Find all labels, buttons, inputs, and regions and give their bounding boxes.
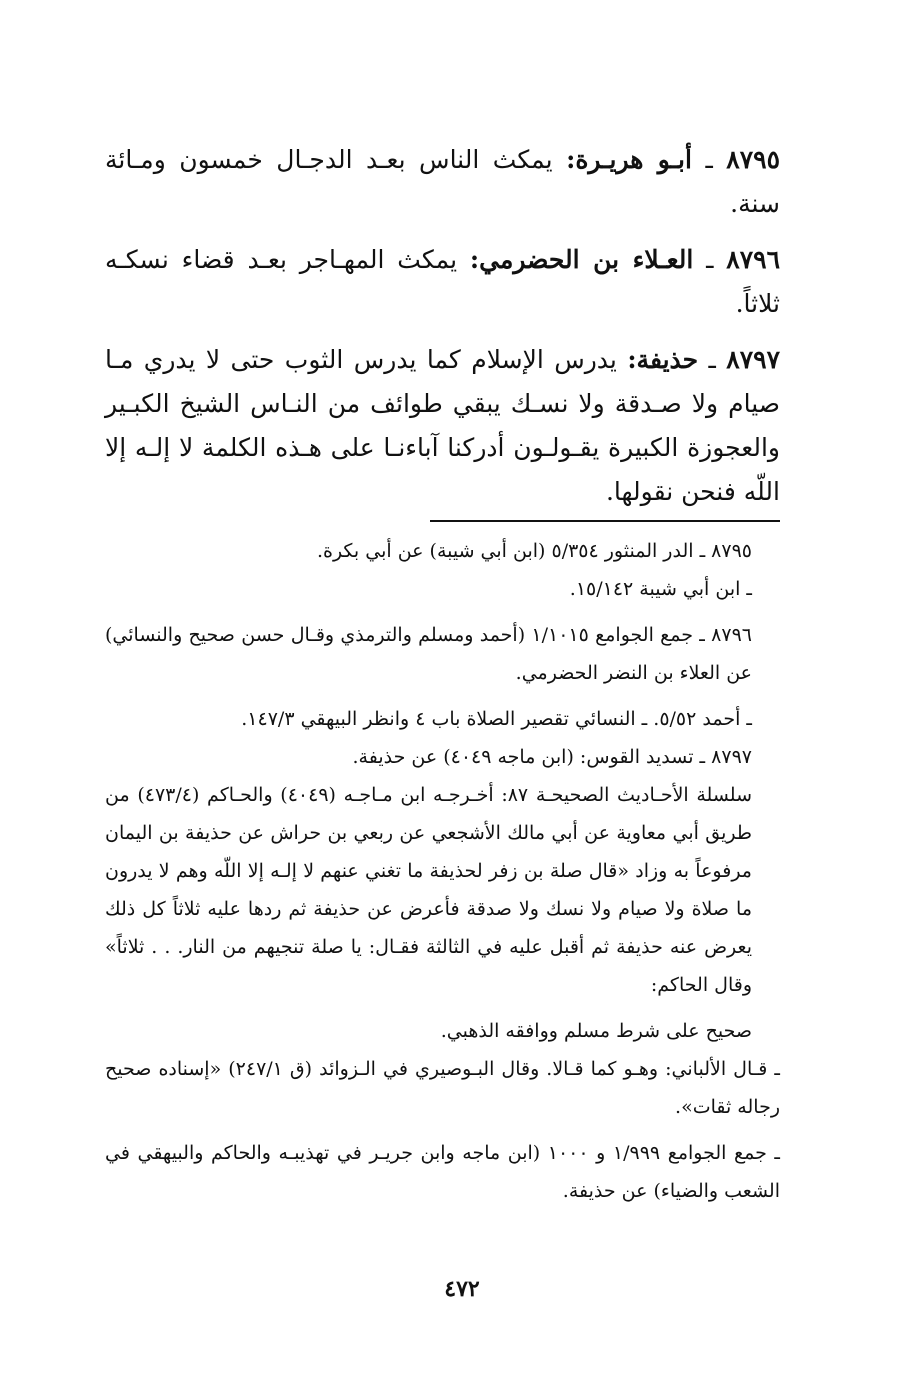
entry-narrator: العـلاء بن الحضرمي: — [469, 245, 694, 274]
footnote: ـ ابن أبي شيبة ١٥/١٤٢. — [569, 578, 752, 600]
footnote: صحيح على شرط مسلم ووافقه الذهبي. — [440, 1020, 752, 1042]
footnote: ـ جمع الجوامع ١/٩٩٩ و ١٠٠٠ (ابن ماجه وابن جريـر في تهذيبـه والحاكم والبيهقي في الشعب والضياء) عن حذيفة. — [105, 1142, 780, 1202]
footnote: ٨٧٩٦ ـ جمع الجوامع ١/١٠١٥ (أحمد ومسلم والترمذي وقـال حسن صحيح والنسائي) عن العلاء بن النضر الحضرمي. — [105, 624, 752, 684]
entry-number: ٨٧٩٥ — [726, 145, 781, 174]
entry-text: يمكث الناس بعـد الدجـال خمسون ومـائة سنة. — [105, 145, 780, 218]
entry-8797: ٨٧٩٧ ـ حذيفة: يدرس الإسلام كما يدرس الثوب حتى لا يدري مـا صيام ولا صـدقة ولا نسـك يبقي طوائف من النـاس الشيخ الكبـير والعجوزة الكبيرة يقـولـون أدركنا آباءنـا على هـذه الكلمة لا إلـه إلا اللّه فنحن نقولها. — [105, 345, 781, 506]
entry-number: ٨٧٩٦ — [726, 245, 780, 274]
entry-narrator: أبـو هريـرة: — [566, 145, 692, 174]
entry-text: يدرس الإسلام كما يدرس الثوب حتى لا يدري مـا صيام ولا صـدقة ولا نسـك يبقي طوائف من النـاس الشيخ الكبـير والعجوزة الكبيرة يقـولـون أدركنا آباءنـا على هـذه الكلمة لا إلـه إلا اللّه فنحن نقولها. — [105, 345, 780, 506]
entry-narrator: حذيفة: — [627, 345, 699, 374]
entry-8796: ٨٧٩٦ ـ العـلاء بن الحضرمي: يمكث المهـاجر بعـد قضاء نسكـه ثلاثاً. — [105, 245, 780, 318]
footnote: ٨٧٩٧ ـ تسديد القوس: (ابن ماجه ٤٠٤٩) عن حذيفة. — [352, 746, 752, 768]
main-text — [105, 138, 780, 514]
footnote-separator — [430, 520, 780, 522]
footnote: ٨٧٩٥ ـ الدر المنثور ٥/٣٥٤ (ابن أبي شيبة) عن أبي بكرة. — [316, 540, 752, 562]
entry-8795: ٨٧٩٥ ـ أبـو هريـرة: يمكث الناس بعـد الدجـال خمسون ومـائة سنة. — [105, 145, 781, 218]
entry-number: ٨٧٩٧ — [726, 345, 781, 374]
footnote: سلسلة الأحـاديث الصحيحـة ٨٧: أخـرجـه ابن مـاجـه (٤٠٤٩) والحـاكم (٤٧٣/٤) من طريق أبي معاوية عن أبي مالك الأشجعي عن ربعي بن حراش عن حذيفة بن اليمان مرفوعاً به وزاد «قال صلة بن زفر لحذيفة ما تغني عنهم لا إلـه إلا اللّه وهم لا يدرون ما صلاة ولا صيام ولا نسك ولا صدقة فأعرض عن حذيفة ثم ردها عليه ثلاثاً كل ذلك يعرض عنه حذيفة ثم أقبل عليه في الثالثة فقـال: يا صلة تنجيهم من النار. . . ثلاثاً» وقال الحاكم: — [105, 784, 752, 996]
footnote: ـ قـال الألباني: وهـو كما قـالا. وقال البـوصيري في الـزوائد (ق ٢٤٧/١) «إسناده صحيح رجاله ثقات». — [105, 1058, 780, 1118]
footnotes — [105, 532, 780, 1210]
page-number: ٤٧٢ — [444, 1276, 480, 1302]
footnote: ـ أحمد ٥/٥٢. ـ النسائي تقصير الصلاة باب ٤ وانظر البيهقي ١٤٧/٣. — [241, 708, 752, 730]
entry-text: يمكث المهـاجر بعـد قضاء نسكـه ثلاثاً. — [105, 245, 780, 318]
